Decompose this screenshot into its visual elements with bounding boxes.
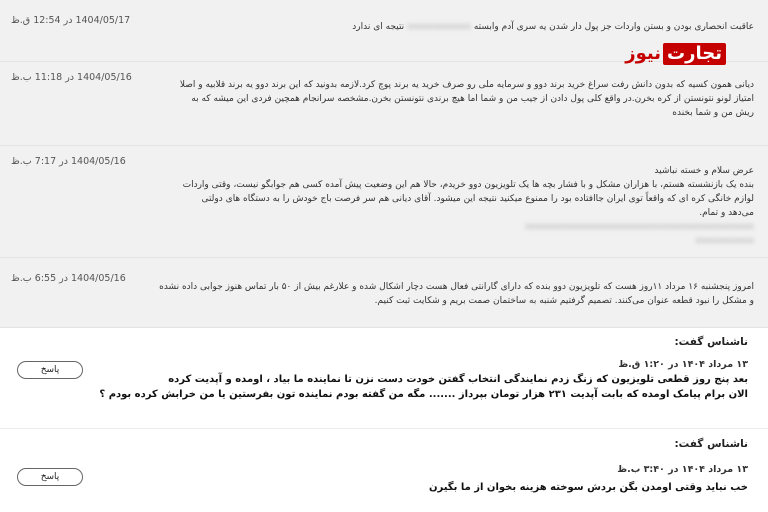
reply-button[interactable]: پاسخ <box>17 361 83 379</box>
comment-line: الان برام پیامک اومده که بابت آپدیت ۲۳۱ هزار تومان بپرداز ....... مگه من گفته بودم نماینده تون بفرستین یا من خرابش کرده بودم ؟ <box>99 389 748 400</box>
comment-line: خب نباید وقتی اومدن بگن بردش سوخته هزینه بخوان از ما بگیرن <box>428 482 748 493</box>
logo-part: تجارت <box>663 43 726 65</box>
comment-line: عرض سلام و خسته نباشید <box>654 166 754 176</box>
comment-text <box>194 20 754 34</box>
comment-date: 1404/05/17 در 12:54 ق.ظ <box>11 15 131 26</box>
comment-line-tail: نتیجه ای ندارد <box>352 22 405 32</box>
comment-item <box>0 146 768 258</box>
comment-author: ناشناس گفت: <box>674 438 748 450</box>
comment-line: عاقبت انحصاری بودن و بستن واردات جز پول دار شدن یه سری آدم وابسته <box>473 22 754 32</box>
comment-line: ریش من و شما بخنده <box>672 108 754 118</box>
blurred-text: xxxxxxxxxxx <box>695 236 754 246</box>
reply-button[interactable]: پاسخ <box>17 468 83 486</box>
tejarat-news-logo <box>610 42 726 66</box>
comment-text <box>114 164 754 248</box>
comment-line: دیانی همون کسیه که بدون دانش رفت سراغ خرید برند دوو و سرمایه ملی رو صرف خرید یه برند پوچ کرد.لازمه بدونید که این برند دوو یه برند قلابیه و اصلا <box>179 80 754 90</box>
comment-date: 1404/05/16 در 11:18 ب.ظ <box>11 72 132 83</box>
comment-text <box>114 280 754 308</box>
comment-item <box>0 62 768 146</box>
comment-line: بعد پنج روز قطعی تلویزیون که زنگ زدم نمایندگی انتخاب گفتن خودت دست نزن تا نماینده ما بیاد ، اومده و آپدیت کرده <box>168 374 748 385</box>
comment-text <box>114 78 754 120</box>
comment-date: 1404/05/16 در 7:17 ب.ظ <box>11 156 126 167</box>
comment-meta: ۱۳ مرداد ۱۴۰۴ در ۱:۲۰ ق.ظ <box>618 359 748 370</box>
comment-author: ناشناس گفت: <box>674 336 748 348</box>
comment-text <box>429 480 748 495</box>
comment-item <box>0 258 768 328</box>
logo-part: نیوز <box>625 43 662 64</box>
comment-line: لوازم خانگی کره ای که واقعاً توی ایران جاافتاده بود را ممنوع میکنید نتیجه این میشود. آقای دیانی هم سر فرصت باج خودش را به دستگاه های دولتی <box>201 194 754 204</box>
comment-line: بنده یک بازنشسته هستم، با هزاران مشکل و با فشار بچه ها یک تلویزیون دوو خریدم، حالا هم این وضعیت پیش آمده کسی هم جوابگو نیست، وقتی واردات <box>182 180 754 190</box>
reply-comment <box>0 429 768 512</box>
comment-text <box>99 372 748 402</box>
comment-line: و مشکل را نبود قطعه عنوان می‌کنند. تصمیم گرفتیم شنبه به ساختمان صمت بریم و شکایت ثبت کنیم. <box>374 296 754 306</box>
blurred-text: xxxxxxxxxxxxxxxxxxxxxxxxxxxxxxxxxxxxxxxxxxx <box>524 222 754 232</box>
blurred-text: xxxxxxxxxxxx <box>407 22 471 32</box>
comment-line: می‌دهد و تمام. <box>699 208 754 218</box>
comment-meta: ۱۳ مرداد ۱۴۰۴ در ۳:۴۰ ب.ظ <box>617 464 748 475</box>
reply-comment <box>0 328 768 428</box>
comment-line: امتیاز لونو نتونستن از کره بخرن.در واقع کلی پول دادن از جیب من و شما اما هیچ برندی نتونستن بخرن.مشخصه سرانجام همچین فردی این میشه که به <box>191 94 754 104</box>
comment-line: امروز پنجشنبه ۱۶ مرداد ۱۱روز هست که تلویزیون دوو بنده که دارای گارانتی فعال هست دچار اشکال شده و علارغم بیش از ۵۰ بار تماس هنوز جوابی داده نشده <box>159 282 754 292</box>
comment-date: 1404/05/16 در 6:55 ب.ظ <box>11 273 126 284</box>
